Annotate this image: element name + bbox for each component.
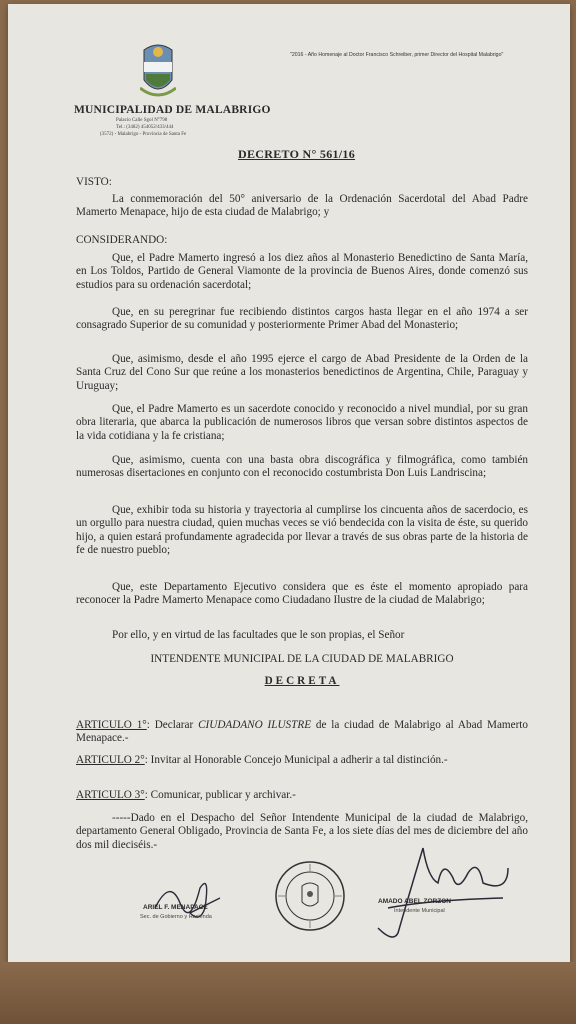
decreta-heading: DECRETA <box>264 675 340 687</box>
considerando-paragraph: Que, este Departamento Ejecutivo considera que es éste el momento apropiado para reconocer la Padre Mamerto Menapace como Ciudadano Ilustre de la ciudad de Malabrigo; <box>76 581 528 607</box>
municipality-title: MUNICIPALIDAD DE MALABRIGO <box>74 104 271 116</box>
article-text: : Invitar al Honorable Concejo Municipal a adherir a tal distinción.- <box>144 754 448 766</box>
considerando-paragraph: Que, el Padre Mamerto ingresó a los diez años al Monasterio Benedictino de Santa María, en Los Toldos, Partido de General Viamonte de la provincia de Buenos Aires, donde comenzó sus estudios para su ordenación sacerdotal; <box>76 252 528 291</box>
considerando-paragraph: Que, en su peregrinar fue recibiendo distintos cargos hasta llegar en el año 1974 a ser consagrado Superior de su comunidad y posteriormente Primer Abad del Monasterio; <box>76 306 528 332</box>
municipal-seal-icon <box>274 860 346 932</box>
article-text: de la ciudad de Malabrigo al Abad Mamerto Menapace.- <box>76 719 529 745</box>
considerando-paragraph: Que, asimismo, desde el año 1995 ejerce el cargo de Abad Presidente de la Orden de la Santa Cruz del Cono Sur que reúne a los monasterios benedictinos de Argentina, Chile, Paraguay y Uruguay; <box>76 353 528 392</box>
address-line: Palacio Calle Sgol N°798 <box>116 118 168 123</box>
coat-of-arms-icon <box>140 40 176 102</box>
article-head: ARTICULO 2° <box>76 754 145 766</box>
por-ello-text: Por ello, y en virtud de las facultades que le son propias, el Señor <box>112 629 405 641</box>
considerando-paragraph: Que, el Padre Mamerto es un sacerdote conocido y reconocido a nivel mundial, por su gran obra literaria, que abarca la publicación de numerosos libros que versan sobre distintos aspectos de la vida cotidiana y la fe cristiana; <box>76 403 528 442</box>
article-3 <box>76 789 528 802</box>
considerando-paragraph: Que, exhibir toda su historia y trayectoria al cumplirse los cincuenta años de sacerdocio, es un orgullo para nuestra ciudad, quien muchas veces se vió bendecida con la visita de éste, su querido hijo, a quien estará profundamente agradecida por llevar a través de sus obras parte de la historia de fe de nuestro pueblo; <box>76 504 528 557</box>
table-surface <box>0 962 576 1024</box>
article-text: : Declarar <box>146 719 199 731</box>
closing-text: -----Dado en el Despacho del Señor Intendente Municipal de la ciudad de Malabrigo, departamento General Obligado, Provincia de Santa Fe, a los siete días del mes de diciembre del año dos mil dieciséis.- <box>76 812 528 851</box>
article-1 <box>76 719 528 746</box>
signature-right-name: AMADO ABEL ZORZON <box>378 898 451 905</box>
visto-text: La conmemoración del 50° aniversario de la Ordenación Sacerdotal del Abad Padre Mamerto Menapace, hijo de esta ciudad de Malabrigo; y <box>76 193 528 219</box>
signature-right-role: Intendente Municipal <box>394 908 445 914</box>
decree-number: DECRETO N° 561/16 <box>238 147 356 161</box>
year-note: "2016 - Año Homenaje al Doctor Francisco Schreiber, primer Director del Hospital Malabrigo" <box>290 52 504 58</box>
signature-left-name: ARIEL F. MENAPACE <box>143 904 208 911</box>
intendente-line: INTENDENTE MUNICIPAL DE LA CIUDAD DE MALABRIGO <box>150 653 454 665</box>
signature-right-icon <box>368 838 518 948</box>
considerando-paragraph: Que, asimismo, cuenta con una basta obra discográfica y filmográfica, como también numerosas disertaciones en conjunto con el reconocido costumbrista Don Luis Landriscina; <box>76 454 528 480</box>
signature-left-role: Sec. de Gobierno y Hacienda <box>140 914 212 920</box>
article-head: ARTICULO 3° <box>76 789 145 801</box>
address-line: (3572) - Malabrigo - Provincia de Santa Fe <box>100 132 187 137</box>
visto-label: VISTO: <box>76 176 112 188</box>
considerando-label: CONSIDERANDO: <box>76 234 168 246</box>
article-head: ARTICULO 1° <box>76 719 147 731</box>
article-2 <box>76 754 528 767</box>
article-emphasis: CIUDADANO ILUSTRE <box>198 719 312 731</box>
article-text: : Comunicar, publicar y archivar.- <box>144 789 296 801</box>
address-line: Tel.: (3482) 454052/433/444 <box>116 125 174 130</box>
